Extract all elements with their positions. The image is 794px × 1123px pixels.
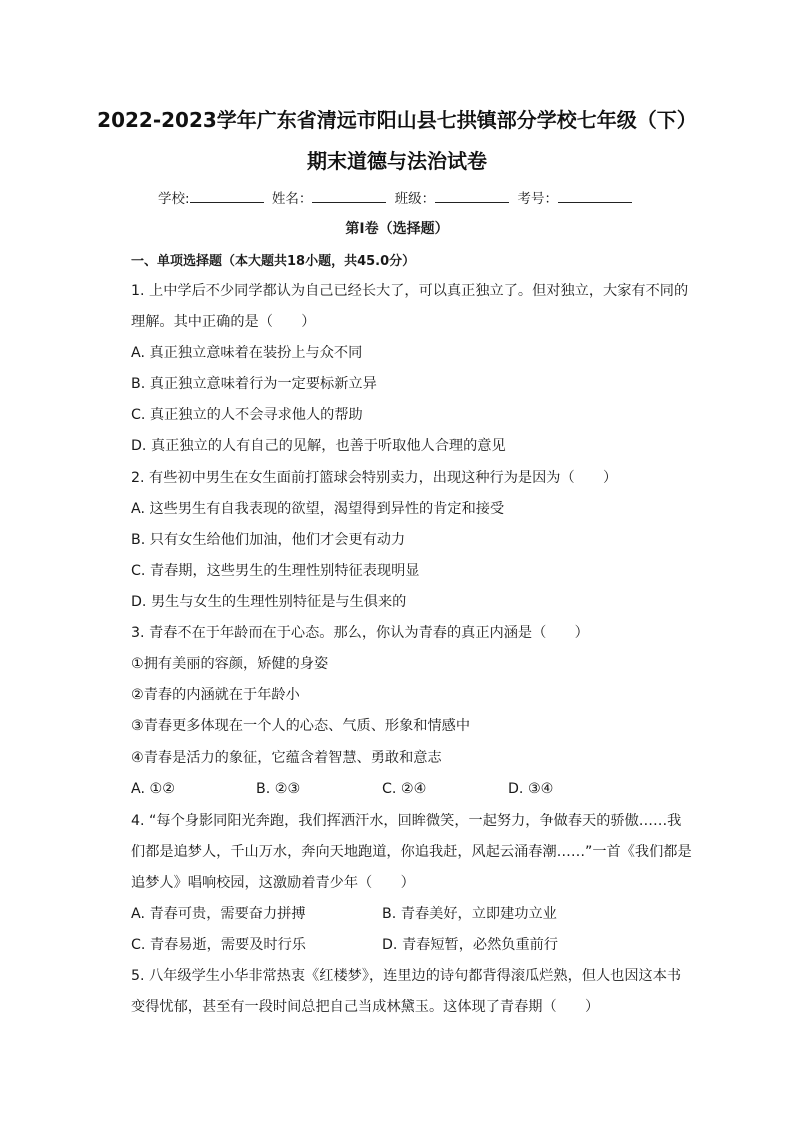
- question-1-option-a[interactable]: A. 真正独立意味着在装扮上与众不同: [131, 345, 363, 361]
- question-5-stem-line-1: 5. 八年级学生小华非常热衷《红楼梦》，连里边的诗句都背得滚瓜烂熟，但人也因这本书: [131, 968, 682, 984]
- question-2-option-d[interactable]: D. 男生与女生的生理性别特征是与生俱来的: [131, 594, 407, 610]
- question-2-option-b[interactable]: B. 只有女生给他们加油，他们才会更有动力: [131, 532, 406, 548]
- question-3-stem-line-1: 3. 青春不在于年龄而在于心态。那么，你认为青春的真正内涵是（ ）: [131, 625, 589, 641]
- class-label: 班级：: [394, 191, 436, 207]
- question-3-statement-4: ④青春是活力的象征，它蕴含着智慧、勇敢和意志: [131, 750, 442, 766]
- question-1-stem-line-1: 1. 上中学后不少同学都认为自己已经长大了，可以真正独立了。但对独立，大家有不同的: [131, 283, 689, 299]
- question-4-stem-line-3: 追梦人》唱响校园，这激励着青少年（ ）: [131, 875, 415, 891]
- question-4-option-c[interactable]: C. 青春易逝，需要及时行乐: [131, 937, 306, 953]
- question-1-stem-line-2: 理解。其中正确的是（ ）: [131, 314, 316, 330]
- question-4-option-d[interactable]: D. 青春短暂，必然负重前行: [382, 937, 559, 953]
- question-2-option-c[interactable]: C. 青春期，这些男生的生理性别特征表现明显: [131, 563, 420, 579]
- question-2-option-a[interactable]: A. 这些男生有自我表现的欲望，渴望得到异性的肯定和接受: [131, 501, 505, 517]
- school-blank[interactable]: [190, 190, 264, 203]
- question-3-option-c[interactable]: C. ②④: [382, 781, 427, 797]
- question-1-option-c[interactable]: C. 真正独立的人不会寻求他人的帮助: [131, 407, 363, 423]
- section-title: [0, 218, 794, 238]
- class-blank[interactable]: [435, 190, 509, 203]
- part-heading-text: 一、单项选择题（本大题共18小题，共45.0分）: [131, 254, 416, 269]
- question-3-statement-3: ③青春更多体现在一个人的心态、气质、形象和情感中: [131, 718, 471, 734]
- school-label: 学校:: [158, 191, 190, 207]
- name-blank[interactable]: [312, 190, 386, 203]
- exam-title-line2: 期末道德与法治试卷: [307, 149, 487, 173]
- question-3-statement-2: ②青春的内涵就在于年龄小: [131, 687, 300, 703]
- number-label: 考号：: [517, 191, 558, 207]
- question-4-option-b[interactable]: B. 青春美好，立即建功立业: [382, 906, 557, 922]
- question-3-option-d[interactable]: D. ③④: [508, 781, 554, 797]
- question-4-stem-line-1: 4. “每个身影同阳光奔跑，我们挥洒汗水，回眸微笑，一起努力，争做春天的骄傲……我: [131, 813, 682, 829]
- question-1-option-d[interactable]: D. 真正独立的人有自己的见解，也善于听取他人合理的意见: [131, 438, 506, 454]
- question-4-stem-line-2: 们都是追梦人，千山万水，奔向天地跑道，你追我赶，风起云涌春潮……”一首《我们都是: [131, 844, 692, 860]
- question-3-option-a[interactable]: A. ①②: [131, 781, 175, 797]
- student-info-row: [0, 187, 794, 207]
- question-2-stem-line-1: 2. 有些初中男生在女生面前打篮球会特别卖力，出现这种行为是因为（ ）: [131, 470, 618, 486]
- part-heading: [131, 250, 415, 269]
- name-label: 姓名：: [271, 191, 313, 207]
- question-4-option-a[interactable]: A. 青春可贵，需要奋力拼搏: [131, 906, 306, 922]
- question-5-stem-line-2: 变得忧郁，甚至有一段时间总把自己当成林黛玉。这体现了青春期（ ）: [131, 999, 600, 1015]
- number-blank[interactable]: [558, 190, 632, 203]
- question-1-option-b[interactable]: B. 真正独立意味着行为一定要标新立异: [131, 376, 377, 392]
- section-title-text: 第Ⅰ卷（选择题）: [345, 221, 449, 237]
- exam-title-line1: 2022-2023学年广东省清远市阳山县七拱镇部分学校七年级（下）: [97, 108, 697, 132]
- question-3-option-b[interactable]: B. ②③: [256, 781, 301, 797]
- question-3-statement-1: ①拥有美丽的容颜，矫健的身姿: [131, 656, 329, 672]
